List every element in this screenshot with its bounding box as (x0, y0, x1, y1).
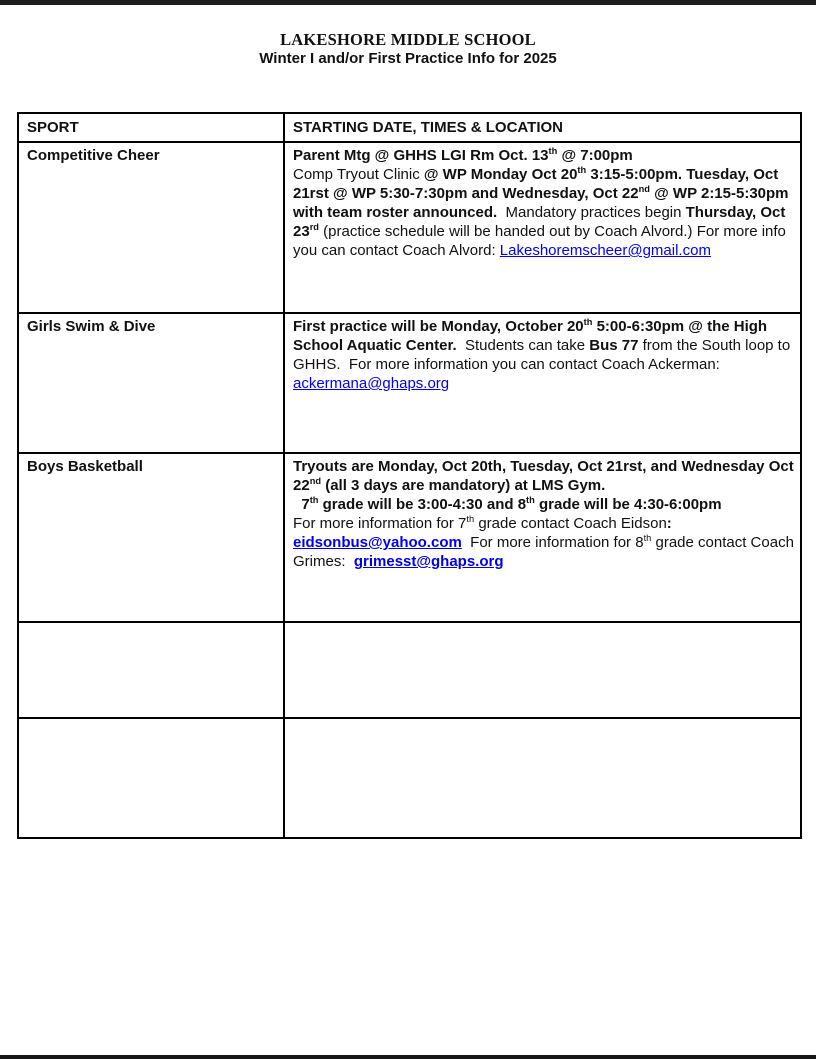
text-segment: Students can take (456, 337, 590, 354)
text-segment: (practice schedule will be handed out by Coach Alvord.) For more info you can contact Coach Alvord: (293, 223, 791, 259)
text-segment: Comp Tryout Clinic (293, 166, 424, 183)
scan-edge-bottom (0, 1055, 816, 1059)
details-cell (284, 142, 801, 313)
text-segment: th (309, 495, 319, 505)
text-segment: th (466, 514, 475, 524)
details-cell (284, 718, 801, 838)
scan-edge-top (0, 0, 816, 5)
text-segment: grade will be 3:00-4:30 and 8 (318, 496, 527, 513)
text-segment: rd (309, 222, 319, 232)
text-segment: nd (638, 184, 650, 194)
text-segment: Thursday, Oct 23 (293, 204, 790, 240)
document-subtitle: Winter I and/or First Practice Info for 2025 (259, 50, 557, 67)
school-name-title: LAKESHORE MIDDLE SCHOOL (280, 30, 536, 49)
text-segment: th (548, 146, 558, 156)
text-segment: nd (309, 476, 322, 486)
table-row (18, 622, 801, 718)
table-row (18, 313, 801, 453)
table-row (18, 718, 801, 838)
text-segment: grade contact Coach Grimes: (293, 534, 799, 570)
sport-cell (18, 718, 284, 838)
text-segment: 3:15-5:00pm. Tuesday, Oct 21rst @ WP 5:30-7:30pm and Wednesday, Oct 22 (293, 166, 783, 202)
text-segment: First practice will be Monday, October 20 (293, 318, 584, 335)
text-segment: grade contact Coach Eidson (474, 515, 667, 532)
text-segment: For more information for 7 (293, 515, 467, 532)
email-link[interactable]: ackermana@ghaps.org (293, 375, 450, 392)
text-segment (672, 515, 676, 532)
text-segment: 5:00-6:30pm @ the High School Aquatic Center. (293, 318, 772, 354)
table-row (18, 142, 801, 313)
details-cell (284, 622, 801, 718)
text-segment: : (666, 515, 672, 532)
column-header-sport: SPORT (18, 113, 284, 142)
text-segment: @ WP Monday Oct 20 (423, 166, 578, 183)
table-body (18, 142, 801, 838)
text-segment: th (526, 495, 535, 505)
practice-info-table (17, 112, 802, 839)
header-row (18, 113, 801, 142)
email-link[interactable]: grimesst@ghaps.org (353, 553, 504, 570)
details-cell (284, 313, 801, 453)
document-title-block (0, 30, 816, 68)
sport-cell: Competitive Cheer (18, 142, 284, 313)
text-segment: @ WP 2:15-5:30pm with team roster announced. (293, 185, 793, 221)
text-segment: th (643, 533, 652, 543)
sport-cell: Girls Swim & Dive (18, 313, 284, 453)
text-segment: th (577, 165, 587, 175)
text-segment: @ 7:00pm (557, 147, 633, 164)
text-segment: Mandatory practices begin (497, 204, 686, 221)
text-segment: th (583, 317, 593, 327)
details-cell (284, 453, 801, 622)
text-segment: Tryouts are Monday, Oct 20th, Tuesday, Oct 21rst, and Wednesday Oct 22 (293, 458, 798, 494)
sport-cell (18, 622, 284, 718)
text-segment: from the South loop to GHHS. For more information you can contact Coach Ackerman: (293, 337, 795, 373)
text-segment: Parent Mtg @ GHHS LGI Rm Oct. 13 (293, 147, 549, 164)
text-segment: 7 (293, 496, 310, 513)
sport-cell: Boys Basketball (18, 453, 284, 622)
text-segment: Bus 77 (589, 337, 639, 354)
email-link[interactable]: eidsonbus@yahoo.com (293, 534, 462, 551)
table-header (18, 113, 801, 142)
table-row (18, 453, 801, 622)
text-segment: For more information for 8 (461, 534, 644, 551)
text-segment: (all 3 days are mandatory) at LMS Gym. (321, 477, 606, 494)
text-segment: grade will be 4:30-6:00pm (534, 496, 722, 513)
column-header-details: STARTING DATE, TIMES & LOCATION (284, 113, 801, 142)
email-link[interactable]: Lakeshoremscheer@gmail.com (499, 242, 711, 259)
